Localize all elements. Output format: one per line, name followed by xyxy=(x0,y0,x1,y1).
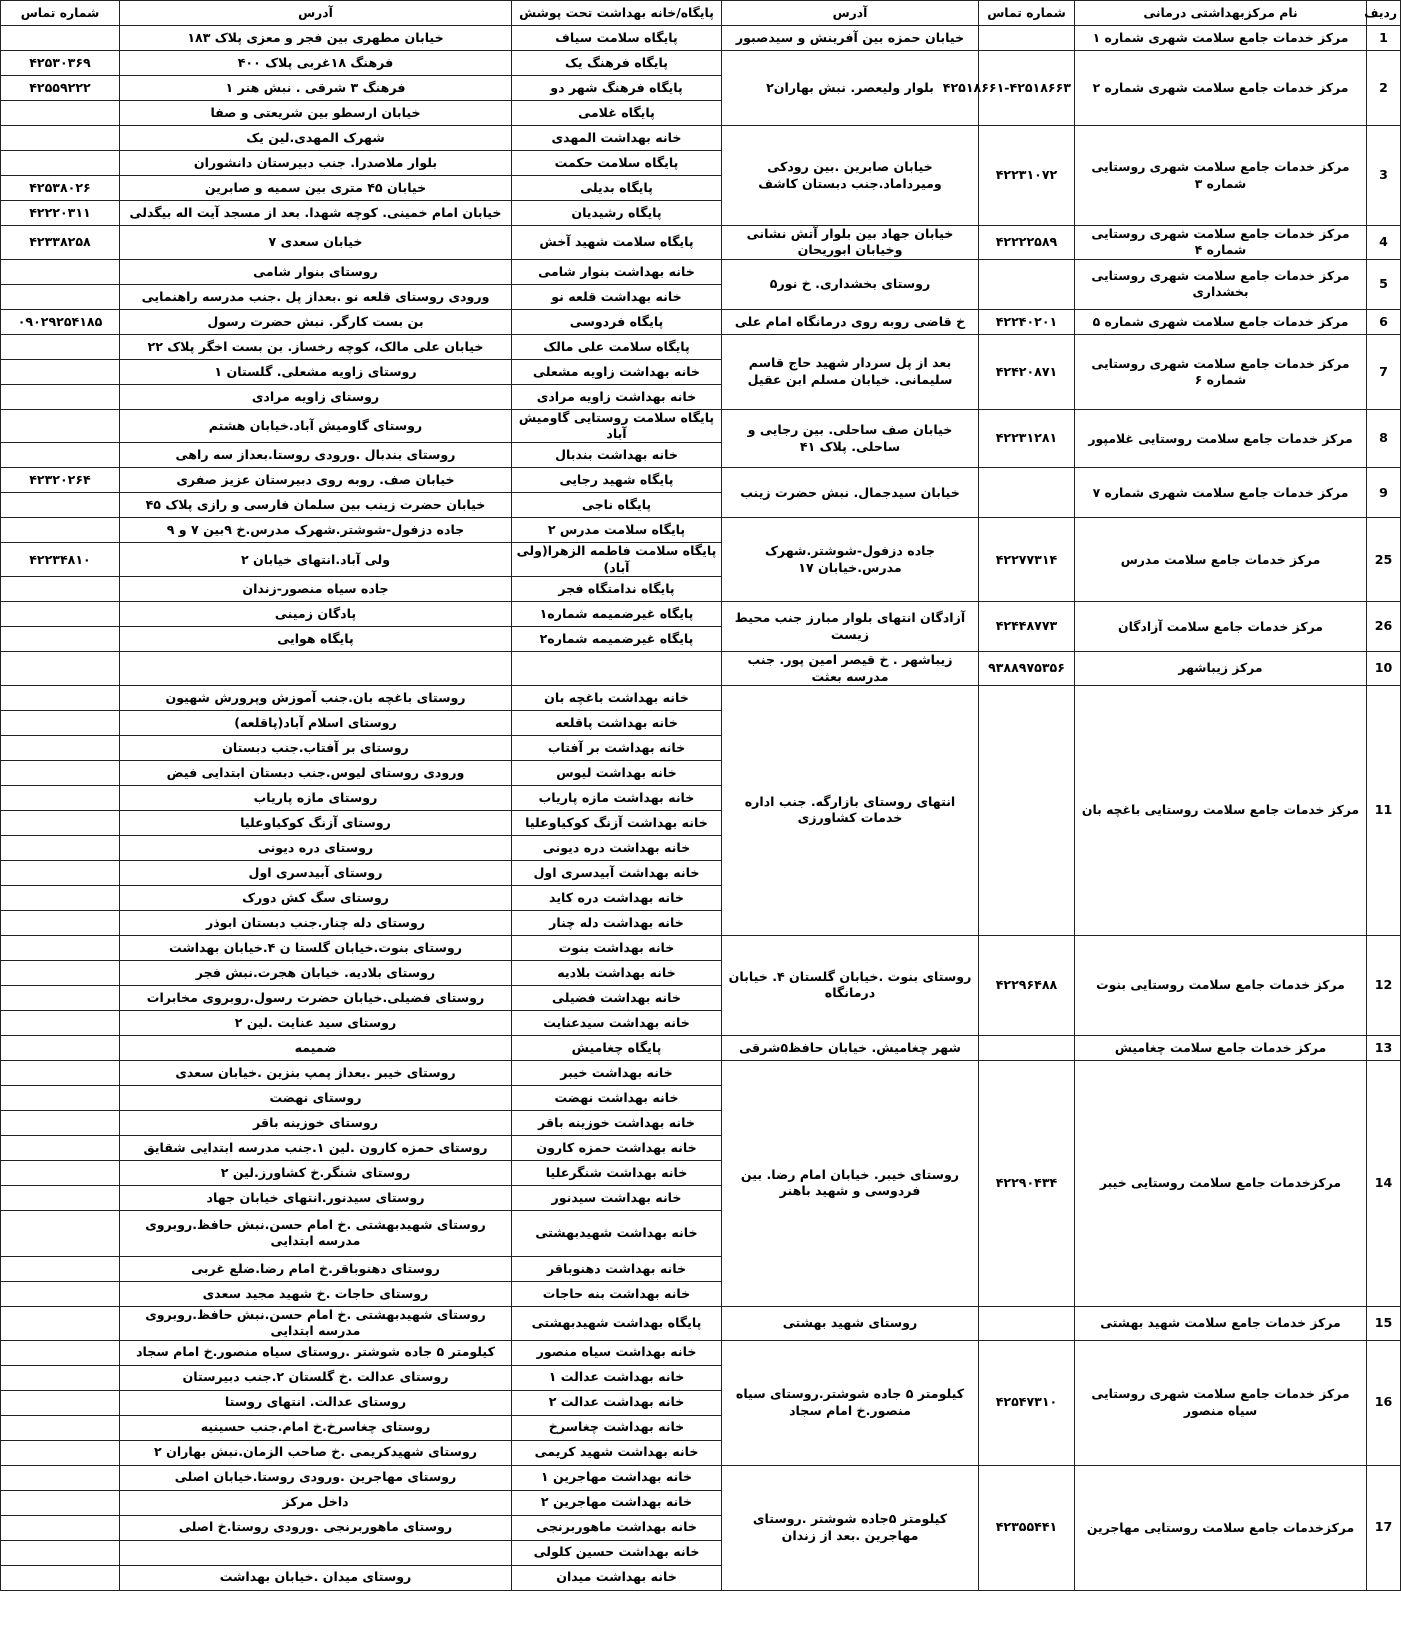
site-address: جاده دزفول-شوشتر.شهرک مدرس.خ ۹بین ۷ و ۹ xyxy=(120,518,512,543)
row-number: 26 xyxy=(1367,602,1401,652)
site-phone xyxy=(1,935,120,960)
site-address: روستای دهنوباقر.خ امام رضا.ضلع غربی xyxy=(120,1256,512,1281)
site-phone xyxy=(1,1060,120,1085)
center-phone xyxy=(979,685,1075,935)
center-address: خیابان حمزه بین آفرینش و سیدصبور xyxy=(722,26,979,51)
site-phone xyxy=(1,384,120,409)
row-number: 9 xyxy=(1367,468,1401,518)
site-name: پایگاه بدیلی xyxy=(512,176,722,201)
site-phone xyxy=(1,1010,120,1035)
center-address: روستای بخشداری. خ نور۵ xyxy=(722,259,979,309)
site-phone: ۴۲۵۳۰۳۶۹ xyxy=(1,51,120,76)
center-name: مرکز خدمات جامع سلامت شهری شماره ۷ xyxy=(1075,468,1367,518)
site-name: پایگاه فردوسی xyxy=(512,309,722,334)
center-phone xyxy=(979,1306,1075,1340)
table-row xyxy=(1,1306,1401,1340)
site-address: روستای باغچه بان.جنب آموزش وپرورش شهیون xyxy=(120,685,512,710)
site-phone xyxy=(1,1035,120,1060)
site-address: روستای بنوت.خیابان گلستا ن ۴.خیابان بهداشت xyxy=(120,935,512,960)
site-address: روستای سیدنور.انتهای خیابان جهاد xyxy=(120,1185,512,1210)
center-address: خیابان سیدجمال. نبش حضرت زینب xyxy=(722,468,979,518)
site-address: روستای شهیدبهشتی .خ امام حسن.نبش حافظ.روبروی مدرسه ابتدایی xyxy=(120,1306,512,1340)
site-name: خانه بهداشت بلادیه xyxy=(512,960,722,985)
site-phone xyxy=(1,1365,120,1390)
center-phone xyxy=(979,468,1075,518)
header-center-name: نام مرکزبهداشتی درمانی xyxy=(1075,1,1367,26)
site-phone xyxy=(1,835,120,860)
site-name: خانه بهداشت نهضت xyxy=(512,1085,722,1110)
table-row xyxy=(1,226,1401,260)
site-name: خانه بهداشت دره دیونی xyxy=(512,835,722,860)
site-name: خانه بهداشت فضیلی xyxy=(512,985,722,1010)
site-address: روستای ماهوربرنجی .ورودی روستا.خ اصلی xyxy=(120,1515,512,1540)
site-address: خیابان ارسطو بین شریعتی و صفا xyxy=(120,101,512,126)
site-name: خانه بهداشت میدان xyxy=(512,1565,722,1590)
site-address: ورودی روستای لیوس.جنب دبستان ابتدایی فیض xyxy=(120,760,512,785)
center-name: مرکزخدمات جامع سلامت روستایی خیبر xyxy=(1075,1060,1367,1306)
site-name: خانه بهداشت خیبر xyxy=(512,1060,722,1085)
site-name: خانه بهداشت بندبال xyxy=(512,443,722,468)
site-phone xyxy=(1,26,120,51)
site-name: خانه بهداشت دره کاید xyxy=(512,885,722,910)
site-name: خانه بهداشت مهاجرین ۲ xyxy=(512,1490,722,1515)
site-address: فرهنگ ۱۸غربی پلاک ۴۰۰ xyxy=(120,51,512,76)
site-name: خانه بهداشت خوزینه باقر xyxy=(512,1110,722,1135)
site-phone xyxy=(1,1256,120,1281)
site-phone xyxy=(1,443,120,468)
center-address: خیابان صف ساحلی. بین رجایی و ساحلی. پلاک ۴۱ xyxy=(722,409,979,468)
site-address: روستای مازه پاریاب xyxy=(120,785,512,810)
site-phone xyxy=(1,151,120,176)
site-name: خانه بهداشت دله چنار xyxy=(512,910,722,935)
center-name: مرکز خدمات جامع سلامت شهید بهشتی xyxy=(1075,1306,1367,1340)
site-name: خانه بهداشت پاقلعه xyxy=(512,710,722,735)
table-row xyxy=(1,1465,1401,1490)
row-number: 16 xyxy=(1367,1340,1401,1465)
site-name: خانه بهداشت بنوت xyxy=(512,935,722,960)
site-name: خانه بهداشت شهیدبهشتی xyxy=(512,1210,722,1256)
center-name: مرکزخدمات جامع سلامت روستایی مهاجرین xyxy=(1075,1465,1367,1590)
site-address: روستای حمزه کارون .لین ۱.جنب مدرسه ابتدایی شقایق xyxy=(120,1135,512,1160)
site-phone: ۴۲۳۳۸۲۵۸ xyxy=(1,226,120,260)
site-name: خانه بهداشت دهنوباقر xyxy=(512,1256,722,1281)
center-name: مرکز خدمات جامع سلامت شهری شماره ۲ xyxy=(1075,51,1367,126)
site-phone: ۴۲۲۳۴۸۱۰ xyxy=(1,543,120,577)
site-address: خیابان صف. روبه روی دبیرستان عزیز صفری xyxy=(120,468,512,493)
row-number: 7 xyxy=(1367,334,1401,409)
row-number: 8 xyxy=(1367,409,1401,468)
header-row xyxy=(1,1,1401,26)
site-address xyxy=(120,652,512,686)
center-phone: ۴۲۴۴۸۷۷۳ xyxy=(979,602,1075,652)
site-address: روستای آبیدسری اول xyxy=(120,860,512,885)
site-address: روستای سگ کش دورک xyxy=(120,885,512,910)
site-address: روستای دله چنار.جنب دبستان ابوذر xyxy=(120,910,512,935)
site-address: روستای شهیدبهشتی .خ امام حسن.نبش حافظ.روبروی مدرسه ابتدایی xyxy=(120,1210,512,1256)
site-address: بن بست کارگر. نبش حضرت رسول xyxy=(120,309,512,334)
center-phone xyxy=(979,26,1075,51)
table-row xyxy=(1,334,1401,359)
site-name: خانه بهداشت حسین کلولی xyxy=(512,1540,722,1565)
site-phone: ۴۲۳۲۰۲۶۴ xyxy=(1,468,120,493)
site-phone xyxy=(1,1210,120,1256)
site-phone xyxy=(1,735,120,760)
site-name: خانه بهداشت مهاجرین ۱ xyxy=(512,1465,722,1490)
site-name: پایگاه سلامت شهید آخش xyxy=(512,226,722,260)
header-row-number: ردیف xyxy=(1367,1,1401,26)
center-phone: ۴۲۵۴۷۳۱۰ xyxy=(979,1340,1075,1465)
site-name: پایگاه ندامتگاه فجر xyxy=(512,577,722,602)
site-name: پایگاه غیرضمیمه شماره۲ xyxy=(512,627,722,652)
site-address: روستای مهاجرین .ورودی روستا.خیابان اصلی xyxy=(120,1465,512,1490)
site-address: روستای چغاسرخ.خ امام.جنب حسینیه xyxy=(120,1415,512,1440)
site-address: روستای شنگر.خ کشاورز.لین ۲ xyxy=(120,1160,512,1185)
center-phone xyxy=(979,259,1075,309)
site-phone xyxy=(1,960,120,985)
center-address: شهر چغامیش. خیابان حافظ۵شرقی xyxy=(722,1035,979,1060)
center-name: مرکز خدمات جامع سلامت شهری شماره ۱ xyxy=(1075,26,1367,51)
site-name: پایگاه سلامت علی مالک xyxy=(512,334,722,359)
site-name: پایگاه سلامت مدرس ۲ xyxy=(512,518,722,543)
center-address: کیلومتر ۵ جاده شوشتر.روستای سیاه منصور.خ امام سجاد xyxy=(722,1340,979,1465)
table-row xyxy=(1,51,1401,76)
center-phone: ۴۲۳۵۵۴۴۱ xyxy=(979,1465,1075,1590)
center-phone: ۴۲۲۲۲۵۸۹ xyxy=(979,226,1075,260)
table-row xyxy=(1,935,1401,960)
table-row xyxy=(1,685,1401,710)
center-address: روستای خیبر. خیابان امام رضا. بین فردوسی و شهید باهنر xyxy=(722,1060,979,1306)
site-phone xyxy=(1,359,120,384)
row-number: 15 xyxy=(1367,1306,1401,1340)
center-phone: ۴۲۲۷۷۳۱۴ xyxy=(979,518,1075,602)
center-name: مرکز خدمات جامع سلامت شهری روستایی شماره ۴ xyxy=(1075,226,1367,260)
site-name: خانه بهداشت المهدی xyxy=(512,126,722,151)
site-phone xyxy=(1,910,120,935)
site-address: روستای نهضت xyxy=(120,1085,512,1110)
site-name: خانه بهداشت سیدنور xyxy=(512,1185,722,1210)
site-phone xyxy=(1,860,120,885)
site-address: ولی آباد.انتهای خیابان ۲ xyxy=(120,543,512,577)
header-site-name: پایگاه/خانه بهداشت تحت پوشش xyxy=(512,1,722,26)
site-name: پایگاه سلامت فاطمه الزهرا(ولی آباد) xyxy=(512,543,722,577)
site-address: روستای حاجات .خ شهید مجید سعدی xyxy=(120,1281,512,1306)
site-phone xyxy=(1,1515,120,1540)
site-name: خانه بهداشت سیاه منصور xyxy=(512,1340,722,1365)
center-address: بعد از پل سردار شهید حاج قاسم سلیمانی. خیابان مسلم ابن عقیل xyxy=(722,334,979,409)
site-phone xyxy=(1,627,120,652)
site-address: پادگان زمینی xyxy=(120,602,512,627)
center-address: انتهای روستای بازارگه. جنب اداره خدمات کشاورزی xyxy=(722,685,979,935)
site-name: پایگاه سلامت حکمت xyxy=(512,151,722,176)
row-number: 2 xyxy=(1367,51,1401,126)
table-row xyxy=(1,259,1401,284)
site-name: پایگاه بهداشت شهیدبهشتی xyxy=(512,1306,722,1340)
site-phone xyxy=(1,493,120,518)
center-address: خیابان جهاد بین بلوار آتش نشانی وخیابان ابوریحان xyxy=(722,226,979,260)
site-name xyxy=(512,652,722,686)
table-row xyxy=(1,602,1401,627)
site-address: جاده سیاه منصور-زندان xyxy=(120,577,512,602)
center-address: آزادگان انتهای بلوار مبارز جنب محیط زیست xyxy=(722,602,979,652)
site-address: پایگاه هوایی xyxy=(120,627,512,652)
center-address: کیلومتر ۵جاده شوشتر .روستای مهاجرین .بعد از زندان xyxy=(722,1465,979,1590)
site-name: خانه بهداشت قلعه نو xyxy=(512,284,722,309)
row-number: 6 xyxy=(1367,309,1401,334)
site-address: خیابان ۴۵ متری بین سمیه و صابرین xyxy=(120,176,512,201)
center-phone: ۴۲۲۴۰۲۰۱ xyxy=(979,309,1075,334)
site-address: روستای بنوار شامی xyxy=(120,259,512,284)
center-name: مرکز خدمات جامع سلامت روستایی بنوت xyxy=(1075,935,1367,1035)
site-phone xyxy=(1,334,120,359)
site-phone xyxy=(1,1281,120,1306)
site-phone xyxy=(1,409,120,443)
site-address: خیابان امام خمینی. کوچه شهدا. بعد از مسجد آیت اله بیگدلی xyxy=(120,201,512,226)
site-address: ورودی روستای قلعه نو .بعداز پل .جنب مدرسه راهنمایی xyxy=(120,284,512,309)
site-name: پایگاه غلامی xyxy=(512,101,722,126)
site-name: خانه بهداشت حمزه کارون xyxy=(512,1135,722,1160)
site-phone: ۴۲۲۲۰۳۱۱ xyxy=(1,201,120,226)
site-phone xyxy=(1,1306,120,1340)
site-address: روستای سید عنایت .لین ۲ xyxy=(120,1010,512,1035)
center-name: مرکز خدمات جامع سلامت شهری روستایی شماره ۶ xyxy=(1075,334,1367,409)
table-row xyxy=(1,518,1401,543)
center-phone: ۹۳۸۸۹۷۵۳۵۶ xyxy=(979,652,1075,686)
header-center-address: آدرس xyxy=(722,1,979,26)
site-phone: ۴۲۵۵۹۲۲۲ xyxy=(1,76,120,101)
row-number: 13 xyxy=(1367,1035,1401,1060)
table-row xyxy=(1,1060,1401,1085)
header-site-address: آدرس xyxy=(120,1,512,26)
site-phone xyxy=(1,1340,120,1365)
site-address xyxy=(120,1540,512,1565)
site-address: روستای خوزینه باقر xyxy=(120,1110,512,1135)
row-number: 12 xyxy=(1367,935,1401,1035)
table-row xyxy=(1,126,1401,151)
site-name: خانه بهداشت شنگرعلیا xyxy=(512,1160,722,1185)
table-row xyxy=(1,309,1401,334)
center-name: مرکز خدمات جامع سلامت چغامیش xyxy=(1075,1035,1367,1060)
site-phone xyxy=(1,101,120,126)
table-row xyxy=(1,409,1401,443)
site-phone xyxy=(1,1415,120,1440)
site-name: خانه بهداشت ماهوربرنجی xyxy=(512,1515,722,1540)
center-name: مرکز خدمات جامع سلامت شهری روستایی شماره ۳ xyxy=(1075,126,1367,226)
site-phone xyxy=(1,259,120,284)
site-name: خانه بهداشت چغاسرخ xyxy=(512,1415,722,1440)
row-number: 10 xyxy=(1367,652,1401,686)
site-name: پایگاه رشیدیان xyxy=(512,201,722,226)
site-phone xyxy=(1,1085,120,1110)
site-phone xyxy=(1,1185,120,1210)
site-name: پایگاه چغامیش xyxy=(512,1035,722,1060)
site-address: ضمیمه xyxy=(120,1035,512,1060)
row-number: 17 xyxy=(1367,1465,1401,1590)
site-phone xyxy=(1,1160,120,1185)
row-number: 3 xyxy=(1367,126,1401,226)
site-phone xyxy=(1,652,120,686)
center-address: روستای بنوت .خیابان گلستان ۴. خیابان درمانگاه xyxy=(722,935,979,1035)
site-address: روستای عدالت. انتهای روستا xyxy=(120,1390,512,1415)
row-number: 11 xyxy=(1367,685,1401,935)
center-address: خ قاضی روبه روی درمانگاه امام علی xyxy=(722,309,979,334)
site-name: پایگاه سلامت روستایی گاومیش آباد xyxy=(512,409,722,443)
center-address: بلوار ولیعصر. نبش بهاران۲ xyxy=(722,51,979,126)
site-phone xyxy=(1,760,120,785)
site-name: خانه بهداشت آبیدسری اول xyxy=(512,860,722,885)
site-phone xyxy=(1,1440,120,1465)
site-phone xyxy=(1,885,120,910)
site-address: روستای شهیدکریمی .خ صاحب الزمان.نبش بهاران ۲ xyxy=(120,1440,512,1465)
site-name: پایگاه فرهنگ شهر دو xyxy=(512,76,722,101)
center-phone: ۴۲۲۹۰۴۳۴ xyxy=(979,1060,1075,1306)
table-row xyxy=(1,468,1401,493)
site-address: بلوار ملاصدرا. جنب دبیرستان دانشوران xyxy=(120,151,512,176)
site-address: روستای میدان .خیابان بهداشت xyxy=(120,1565,512,1590)
center-phone: ۴۲۲۳۱۰۷۲ xyxy=(979,126,1075,226)
site-address: خیابان مطهری بین فجر و معزی پلاک ۱۸۳ xyxy=(120,26,512,51)
header-center-phone: شماره تماس xyxy=(979,1,1075,26)
site-phone xyxy=(1,685,120,710)
site-address: خیابان سعدی ۷ xyxy=(120,226,512,260)
site-name: خانه بهداشت باغچه بان xyxy=(512,685,722,710)
site-phone xyxy=(1,1565,120,1590)
site-phone xyxy=(1,710,120,735)
site-name: خانه بهداشت عدالت ۱ xyxy=(512,1365,722,1390)
site-name: پایگاه ناجی xyxy=(512,493,722,518)
site-address: داخل مرکز xyxy=(120,1490,512,1515)
site-address: روستای گاومیش آباد.خیابان هشتم xyxy=(120,409,512,443)
site-phone xyxy=(1,985,120,1010)
site-phone xyxy=(1,1135,120,1160)
table-body xyxy=(1,26,1401,1591)
site-name: خانه بهداشت شهید کریمی xyxy=(512,1440,722,1465)
site-phone xyxy=(1,518,120,543)
center-phone: ۴۲۲۳۱۲۸۱ xyxy=(979,409,1075,468)
center-name: مرکز خدمات جامع سلامت آزادگان xyxy=(1075,602,1367,652)
center-address: زیباشهر . خ قیصر امین پور. جنب مدرسه بعثت xyxy=(722,652,979,686)
site-phone xyxy=(1,602,120,627)
row-number: 5 xyxy=(1367,259,1401,309)
site-name: خانه بهداشت عدالت ۲ xyxy=(512,1390,722,1415)
site-phone xyxy=(1,284,120,309)
site-phone xyxy=(1,1465,120,1490)
center-name: مرکز خدمات جامع سلامت شهری روستایی بخشداری xyxy=(1075,259,1367,309)
row-number: 14 xyxy=(1367,1060,1401,1306)
site-name: خانه بهداشت بنوار شامی xyxy=(512,259,722,284)
center-name: مرکز خدمات جامع سلامت روستایی باغچه بان xyxy=(1075,685,1367,935)
site-name: پایگاه سلامت سیاف xyxy=(512,26,722,51)
center-phone: ۴۲۴۲۰۸۷۱ xyxy=(979,334,1075,409)
site-name: خانه بهداشت زاویه مرادی xyxy=(512,384,722,409)
table-row xyxy=(1,652,1401,686)
site-name: خانه بهداشت سیدعنایت xyxy=(512,1010,722,1035)
site-address: روستای عدالت .خ گلستان ۲.جنب دبیرستان xyxy=(120,1365,512,1390)
site-phone xyxy=(1,785,120,810)
center-address: جاده دزفول-شوشتر.شهرک مدرس.خیابان ۱۷ xyxy=(722,518,979,602)
site-address: روستای فضیلی.خیابان حضرت رسول.روبروی مخابرات xyxy=(120,985,512,1010)
site-address: روستای دره دیونی xyxy=(120,835,512,860)
row-number: 4 xyxy=(1367,226,1401,260)
site-name: خانه بهداشت بر آفتاب xyxy=(512,735,722,760)
site-name: خانه بهداشت بنه حاجات xyxy=(512,1281,722,1306)
center-phone: ۴۲۲۹۶۴۸۸ xyxy=(979,935,1075,1035)
site-phone xyxy=(1,1490,120,1515)
table-row xyxy=(1,1340,1401,1365)
site-name: پایگاه شهید رجایی xyxy=(512,468,722,493)
center-name: مرکز خدمات جامع سلامت شهری شماره ۵ xyxy=(1075,309,1367,334)
site-address: روستای اسلام آباد(پاقلعه) xyxy=(120,710,512,735)
site-name: پایگاه فرهنگ یک xyxy=(512,51,722,76)
site-phone xyxy=(1,1110,120,1135)
row-number: 25 xyxy=(1367,518,1401,602)
site-address: روستای آزنگ کوکیاوعلیا xyxy=(120,810,512,835)
center-address: روستای شهید بهشتی xyxy=(722,1306,979,1340)
header-site-phone: شماره تماس xyxy=(1,1,120,26)
table-row xyxy=(1,26,1401,51)
site-address: روستای بندبال .ورودی روستا.بعداز سه راهی xyxy=(120,443,512,468)
site-address: روستای خیبر .بعداز پمپ بنزین .خیابان سعدی xyxy=(120,1060,512,1085)
site-address: خیابان حضرت زینب بین سلمان فارسی و رازی پلاک ۴۵ xyxy=(120,493,512,518)
site-address: روستای بر آفتاب.جنب دبستان xyxy=(120,735,512,760)
site-phone: ۴۲۵۳۸۰۲۶ xyxy=(1,176,120,201)
site-phone: ۰۹۰۲۹۲۵۴۱۸۵ xyxy=(1,309,120,334)
site-phone xyxy=(1,126,120,151)
center-name: مرکز خدمات جامع سلامت شهری روستایی سیاه منصور xyxy=(1075,1340,1367,1465)
site-phone xyxy=(1,810,120,835)
site-phone xyxy=(1,577,120,602)
center-phone: ۴۲۵۱۸۶۶۱-۴۲۵۱۸۶۶۳ xyxy=(979,51,1075,126)
site-address: کیلومتر ۵ جاده شوشتر .روستای سیاه منصور.خ امام سجاد xyxy=(120,1340,512,1365)
site-address: فرهنگ ۳ شرقی . نبش هنر ۱ xyxy=(120,76,512,101)
site-address: شهرک المهدی.لین یک xyxy=(120,126,512,151)
site-name: خانه بهداشت آزنگ کوکیاوعلیا xyxy=(512,810,722,835)
row-number: 1 xyxy=(1367,26,1401,51)
site-phone xyxy=(1,1390,120,1415)
site-name: پایگاه غیرضمیمه شماره۱ xyxy=(512,602,722,627)
site-address: روستای زاویه مشعلی. گلستان ۱ xyxy=(120,359,512,384)
center-name: مرکز خدمات جامع سلامت مدرس xyxy=(1075,518,1367,602)
site-address: روستای بلادیه. خیابان هجرت.نبش فجر xyxy=(120,960,512,985)
site-name: خانه بهداشت لیوس xyxy=(512,760,722,785)
site-name: خانه بهداشت زاویه مشعلی xyxy=(512,359,722,384)
center-name: مرکز زیباشهر xyxy=(1075,652,1367,686)
site-phone xyxy=(1,1540,120,1565)
center-phone xyxy=(979,1035,1075,1060)
site-name: خانه بهداشت مازه پاریاب xyxy=(512,785,722,810)
site-address: خیابان علی مالک، کوچه رخساز. بن بست اخگر پلاک ۲۲ xyxy=(120,334,512,359)
site-address: روستای زاویه مرادی xyxy=(120,384,512,409)
center-name: مرکز خدمات جامع سلامت روستایی غلامپور xyxy=(1075,409,1367,468)
center-address: خیابان صابرین .بین رودکی ومیرداماد.جنب دبستان کاشف xyxy=(722,126,979,226)
table-row xyxy=(1,1035,1401,1060)
